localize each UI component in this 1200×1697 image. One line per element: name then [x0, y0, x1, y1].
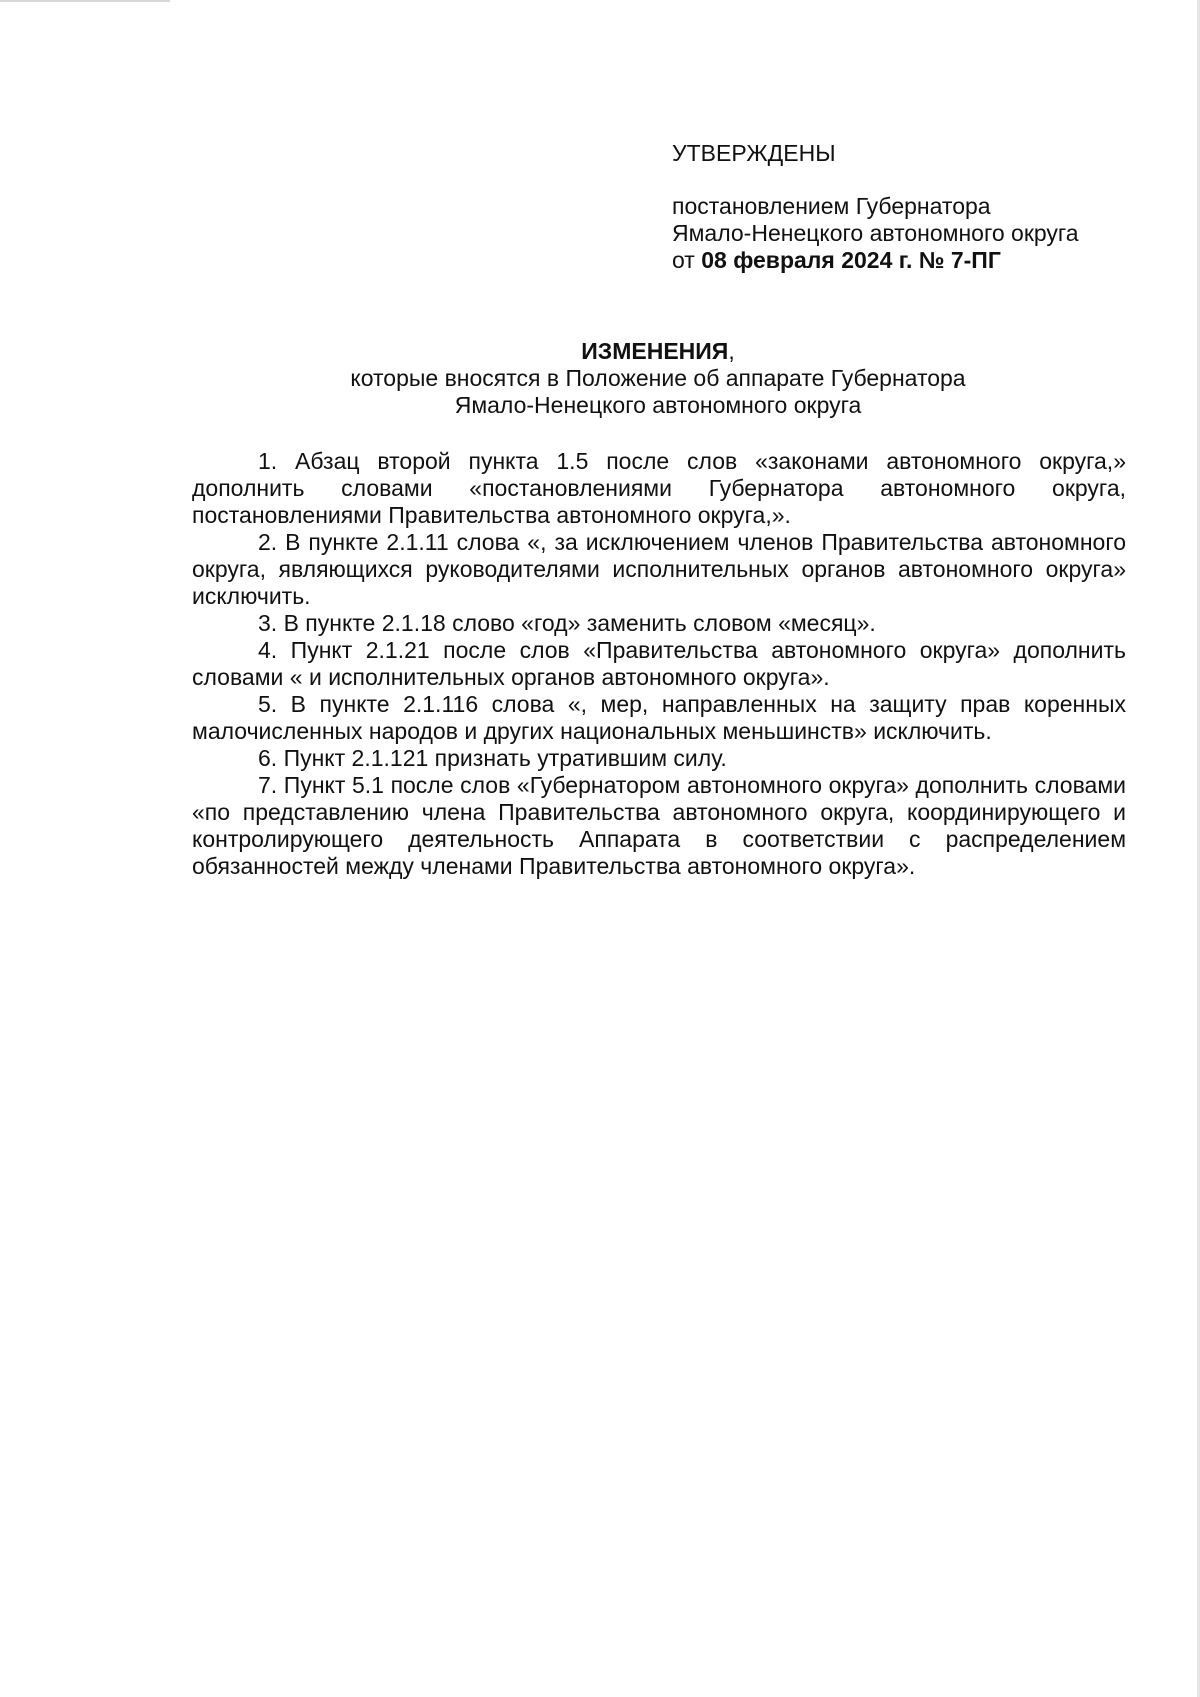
approval-block — [672, 140, 1142, 274]
amendment-item-4: 4. Пункт 2.1.21 после слов «Правительства автономного округа» дополнить словами « и исполнительных органов автономного округа». — [192, 637, 1126, 690]
document-heading — [190, 338, 1126, 419]
document-subtitle-line-2: Ямало-Ненецкого автономного округа — [454, 392, 862, 418]
approval-line-1: постановлением Губернатора — [672, 193, 991, 219]
document-title — [190, 338, 1126, 365]
amendment-item-5: 5. В пункте 2.1.116 слова «, мер, направленных на защиту прав коренных малочисленных народов и других национальных меньшинств» исключить. — [192, 691, 1126, 744]
amendment-item-2: 2. В пункте 2.1.11 слова «, за исключением членов Правительства автономного округа, являющихся руководителями исполнительных органов автономного округа» исключить. — [192, 529, 1126, 609]
approval-date-prefix: от — [672, 247, 702, 273]
document-title-comma: , — [728, 338, 735, 364]
amendment-item-3: 3. В пункте 2.1.18 слово «год» заменить словом «месяц». — [258, 610, 876, 636]
amendment-item-6: 6. Пункт 2.1.121 признать утратившим силу. — [258, 745, 727, 771]
document-subtitle-line-1: которые вносятся в Положение об аппарате Губернатора — [350, 365, 966, 391]
amendments-list — [192, 448, 1126, 880]
scan-edge-top — [0, 0, 170, 2]
approval-date-number: 08 февраля 2024 г. № 7-ПГ — [701, 247, 1001, 273]
approval-line-2: Ямало-Ненецкого автономного округа — [672, 220, 1079, 246]
amendment-item-7: 7. Пункт 5.1 после слов «Губернатором автономного округа» дополнить словами «по представлению члена Правительства автономного округа, координирующего и контролирующего деятельность Аппарата в соответствии с распределением обязанностей между членами Правительства автономного округа». — [192, 772, 1126, 879]
document-title-word: ИЗМЕНЕНИЯ — [581, 338, 729, 364]
amendment-item-1: 1. Абзац второй пункта 1.5 после слов «законами автономного округа,» дополнить словами «постановлениями Губернатора автономного округа, постановлениями Правительства автономного округа,». — [192, 448, 1126, 528]
approval-stamp: УТВЕРЖДЕНЫ — [672, 140, 836, 166]
approval-date-line — [672, 247, 1142, 274]
